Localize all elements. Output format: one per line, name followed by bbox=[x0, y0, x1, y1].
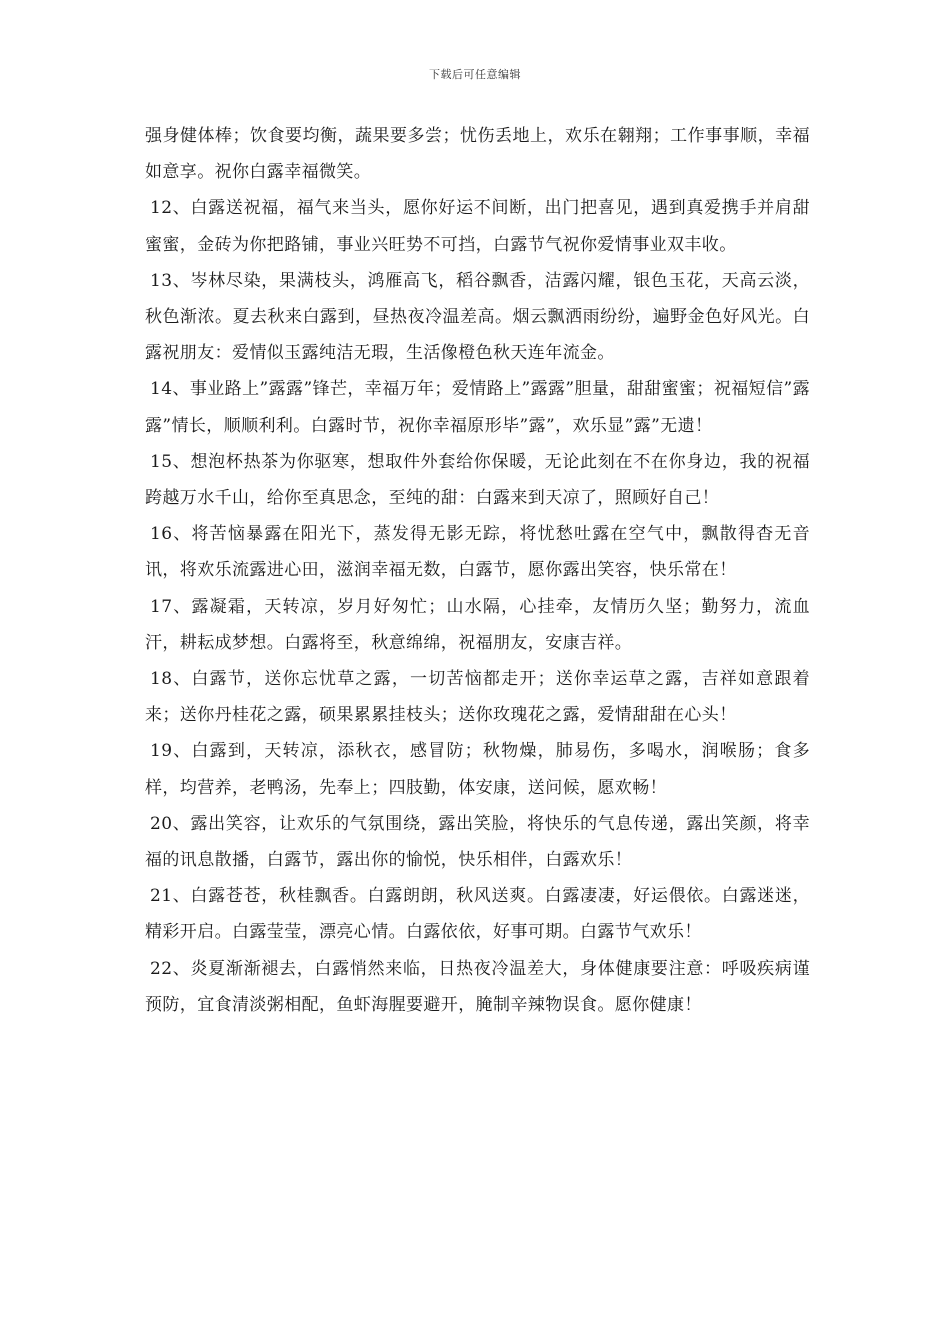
paragraph-continuation: 强身健体棒；饮食要均衡，蔬果要多尝；忧伤丢地上，欢乐在翱翔；工作事事顺，幸福如意享。祝你白露幸福微笑。 bbox=[145, 126, 810, 183]
paragraph-item-16: 16、将苦恼暴露在阳光下，蒸发得无影无踪，将忧愁吐露在空气中，飘散得杳无音讯，将欢乐流露进心田，滋润幸福无数，白露节，愿你露出笑容，快乐常在！ bbox=[145, 524, 810, 581]
paragraph-item-20: 20、露出笑容，让欢乐的气氛围绕，露出笑脸，将快乐的气息传递，露出笑颜，将幸福的讯息散播，白露节，露出你的愉悦，快乐相伴，白露欢乐！ bbox=[145, 813, 810, 871]
paragraph-item-14: 14、事业路上”露露”锋芒，幸福万年；爱情路上”露露”胆量，甜甜蜜蜜；祝福短信”露露”情长，顺顺利利。白露时节，祝你幸福原形毕”露”，欢乐显”露”无遗！ bbox=[145, 379, 810, 436]
paragraph-item-22: 22、炎夏渐渐褪去，白露悄然来临，日热夜冷温差大，身体健康要注意：呼吸疾病谨预防，宜食清淡粥相配，鱼虾海腥要避开，腌制辛辣物误食。愿你健康！ bbox=[145, 958, 810, 1015]
page-header-note: 下载后可任意编辑 bbox=[429, 68, 521, 81]
document-body bbox=[145, 118, 810, 1023]
paragraph-item-19: 19、白露到，天转凉，添秋衣，感冒防；秋物燥，肺易伤，多喝水，润喉肠；食多样，均营养，老鸭汤，先奉上；四肢勤，体安康，送问候，愿欢畅！ bbox=[145, 741, 810, 798]
paragraph-item-17: 17、露凝霜，天转凉，岁月好匆忙；山水隔，心挂牵，友情历久坚；勤努力，流血汗，耕耘成梦想。白露将至，秋意绵绵，祝福朋友，安康吉祥。 bbox=[145, 596, 810, 653]
paragraph-item-21: 21、白露苍苍，秋桂飘香。白露朗朗，秋风送爽。白露凄凄，好运偎依。白露迷迷，精彩开启。白露莹莹，漂亮心情。白露依依，好事可期。白露节气欢乐！ bbox=[145, 886, 810, 943]
paragraph-item-18: 18、白露节，送你忘忧草之露，一切苦恼都走开；送你幸运草之露，吉祥如意跟着来；送你丹桂花之露，硕果累累挂枝头；送你玫瑰花之露，爱情甜甜在心头！ bbox=[145, 669, 810, 726]
paragraph-item-15: 15、想泡杯热茶为你驱寒，想取件外套给你保暖，无论此刻在不在你身边，我的祝福跨越万水千山，给你至真思念，至纯的甜：白露来到天凉了，照顾好自己！ bbox=[145, 451, 810, 509]
paragraph-item-13: 13、岑林尽染，果满枝头，鸿雁高飞，稻谷飘香，洁露闪耀，银色玉花，天高云淡，秋色渐浓。夏去秋来白露到，昼热夜冷温差高。烟云飘洒雨纷纷，遍野金色好风光。白露祝朋友：爱情似玉露纯洁无瑕，生活像橙色秋天连年流金。 bbox=[145, 270, 810, 364]
paragraph-item-12: 12、白露送祝福，福气来当头，愿你好运不间断，出门把喜见，遇到真爱携手并肩甜蜜蜜，金砖为你把路铺，事业兴旺势不可挡，白露节气祝你爱情事业双丰收。 bbox=[145, 198, 810, 255]
